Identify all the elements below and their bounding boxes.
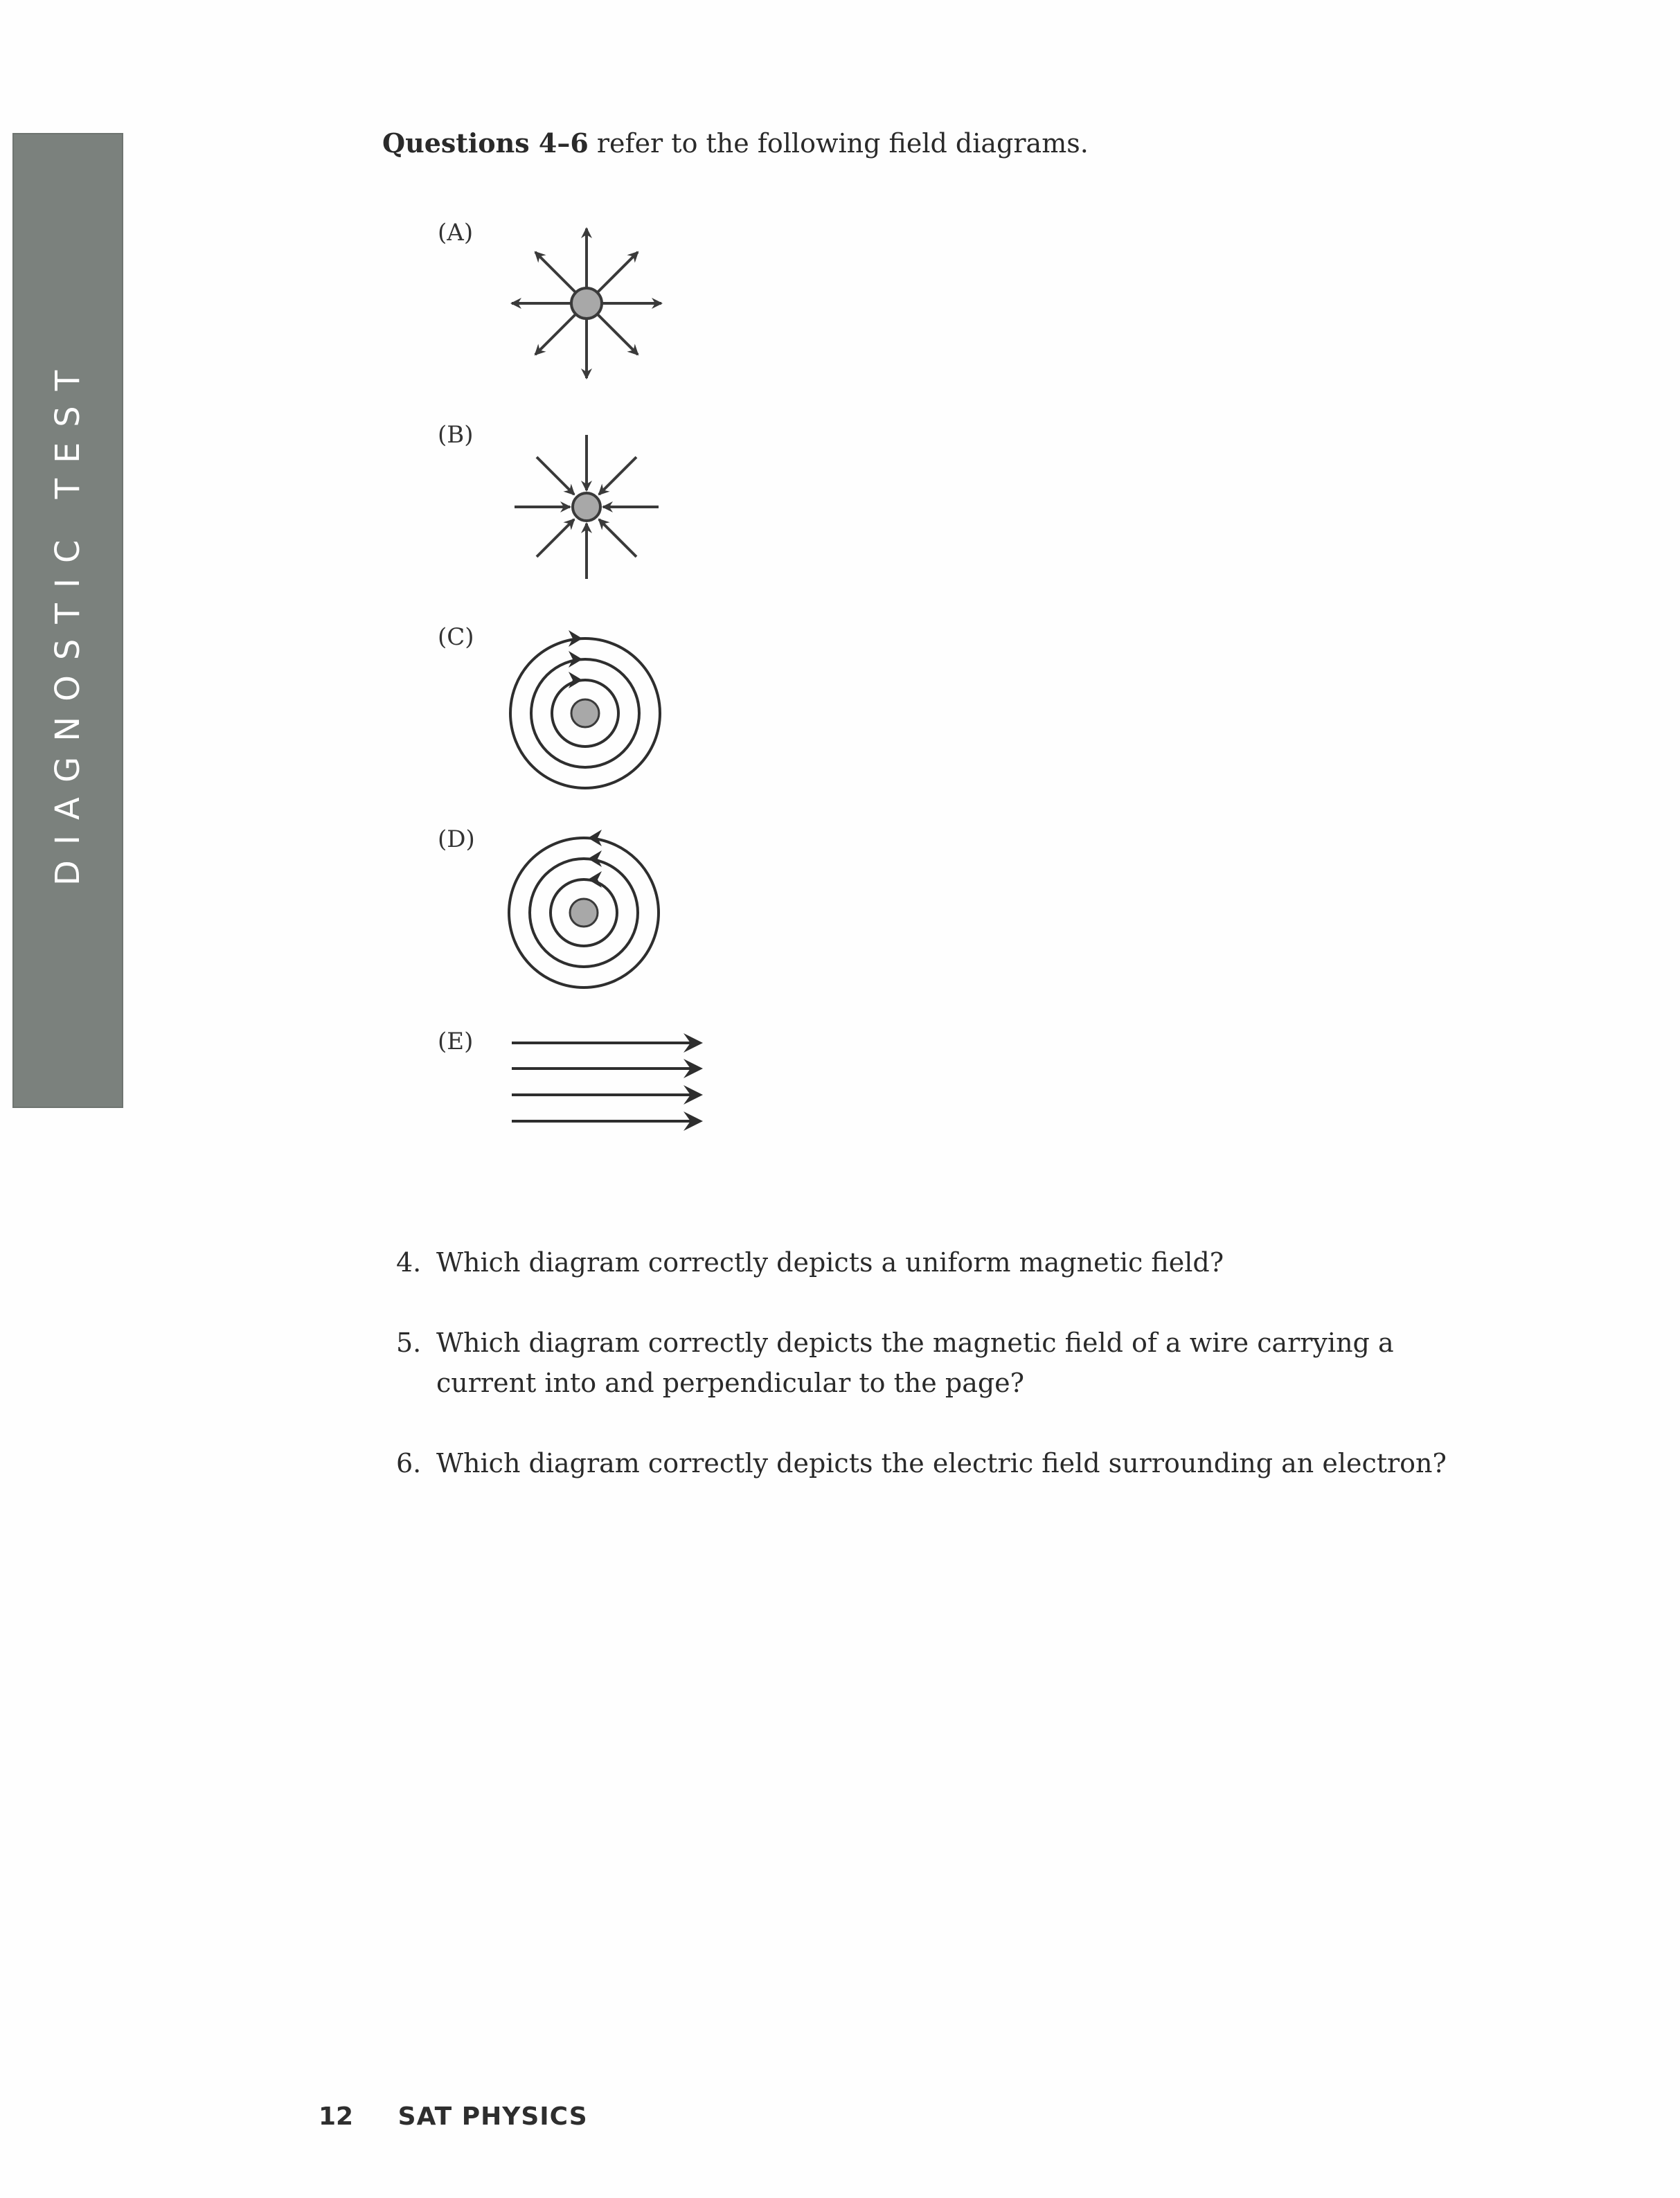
questions-range: Questions 4–6 bbox=[382, 127, 589, 159]
questions-intro bbox=[382, 127, 1089, 159]
outward-radial-field-icon bbox=[503, 220, 670, 386]
question-number: 4. bbox=[396, 1247, 422, 1278]
side-tab-label: DIAGNOSTIC TEST bbox=[48, 355, 87, 886]
counterclockwise-concentric-field-icon bbox=[501, 830, 667, 996]
question-text: Which diagram correctly depicts the magnetic field of a wire carrying a current into and perpendicular to the page? bbox=[436, 1328, 1394, 1398]
question-number: 6. bbox=[396, 1448, 422, 1478]
question-4 bbox=[396, 1242, 1504, 1284]
choice-label-b: (B) bbox=[438, 421, 474, 449]
choice-label-e: (E) bbox=[438, 1028, 474, 1055]
question-5 bbox=[396, 1323, 1504, 1406]
question-number: 5. bbox=[396, 1328, 422, 1358]
page-number: 12 bbox=[319, 2102, 354, 2131]
question-6 bbox=[396, 1443, 1504, 1485]
page-footer bbox=[319, 2102, 588, 2131]
choice-label-c: (C) bbox=[438, 623, 474, 651]
uniform-parallel-field-icon bbox=[509, 1032, 710, 1136]
book-title: SAT PHYSICS bbox=[397, 2102, 588, 2131]
intro-text: refer to the following field diagrams. bbox=[588, 128, 1089, 159]
question-text: Which diagram correctly depicts the electric field surrounding an electron? bbox=[436, 1448, 1447, 1478]
question-text: Which diagram correctly depicts a uniform magnetic field? bbox=[436, 1247, 1224, 1278]
clockwise-concentric-field-icon bbox=[502, 630, 668, 796]
inward-radial-field-icon bbox=[503, 424, 670, 590]
side-tab bbox=[12, 133, 123, 1108]
choice-label-a: (A) bbox=[438, 219, 474, 247]
choice-label-d: (D) bbox=[438, 825, 475, 853]
